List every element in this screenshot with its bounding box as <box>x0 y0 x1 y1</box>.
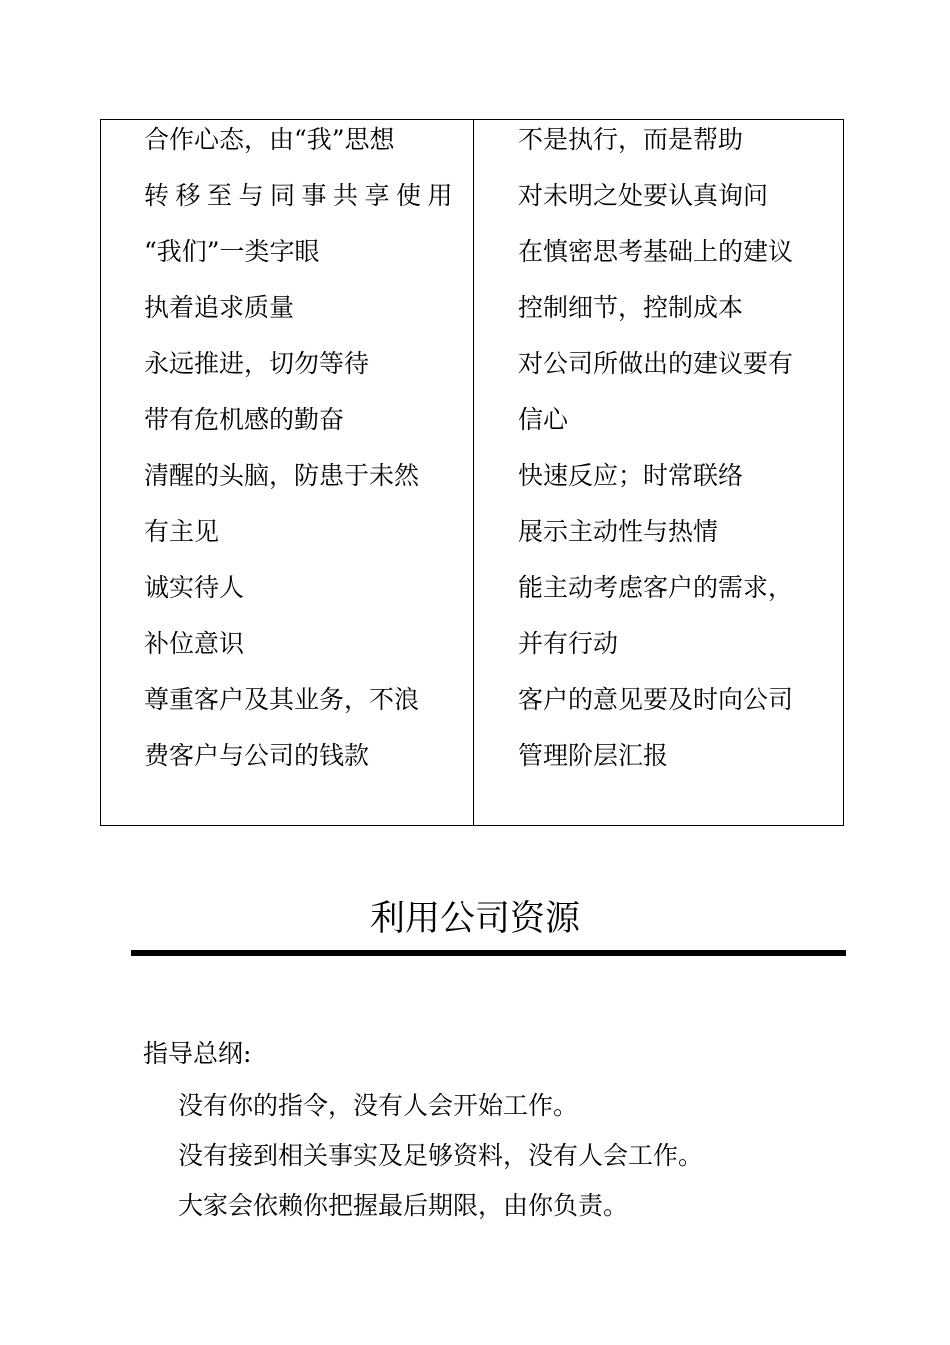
section-title: 利用公司资源 <box>369 899 580 939</box>
left-line: 带有危机感的勤奋 <box>144 405 345 434</box>
left-line: 诚实待人 <box>144 573 245 602</box>
guide-line: 没有接到相关事实及足够资料，没有人会工作。 <box>178 1141 704 1170</box>
right-line: 展示主动性与热情 <box>518 517 719 546</box>
right-line: 快速反应；时常联络 <box>518 461 744 490</box>
left-line: “我们”一类字眼 <box>144 237 320 266</box>
table-right-column <box>474 120 843 825</box>
right-line: 对公司所做出的建议要有 <box>518 349 794 378</box>
two-column-table <box>100 119 844 826</box>
right-line: 并有行动 <box>518 629 619 658</box>
guide-line: 大家会依赖你把握最后期限，由你负责。 <box>178 1191 629 1220</box>
right-line: 客户的意见要及时向公司 <box>518 685 794 714</box>
right-line: 对未明之处要认真询问 <box>518 181 769 210</box>
right-line: 管理阶层汇报 <box>518 741 669 770</box>
left-line: 费客户与公司的钱款 <box>144 741 370 770</box>
right-line: 不是执行，而是帮助 <box>518 125 744 154</box>
right-line: 信心 <box>518 405 569 434</box>
left-line: 转移至与同事共享使用 <box>144 181 460 210</box>
right-line: 能主动考虑客户的需求， <box>518 573 794 602</box>
left-line: 尊重客户及其业务，不浪 <box>144 685 420 714</box>
left-line: 合作心态，由“我”思想 <box>144 125 395 154</box>
left-line: 有主见 <box>144 517 220 546</box>
guide-label: 指导总纲: <box>143 1039 252 1068</box>
right-line: 控制细节，控制成本 <box>518 293 744 322</box>
guide-line: 没有你的指令，没有人会开始工作。 <box>178 1091 579 1120</box>
left-line: 永远推进，切勿等待 <box>144 349 370 378</box>
left-line: 执着追求质量 <box>144 293 295 322</box>
title-underline-rule <box>131 950 846 956</box>
table-left-column <box>101 120 474 825</box>
left-line: 补位意识 <box>144 629 245 658</box>
right-line: 在慎密思考基础上的建议 <box>518 237 794 266</box>
left-line: 清醒的头脑，防患于未然 <box>144 461 420 490</box>
